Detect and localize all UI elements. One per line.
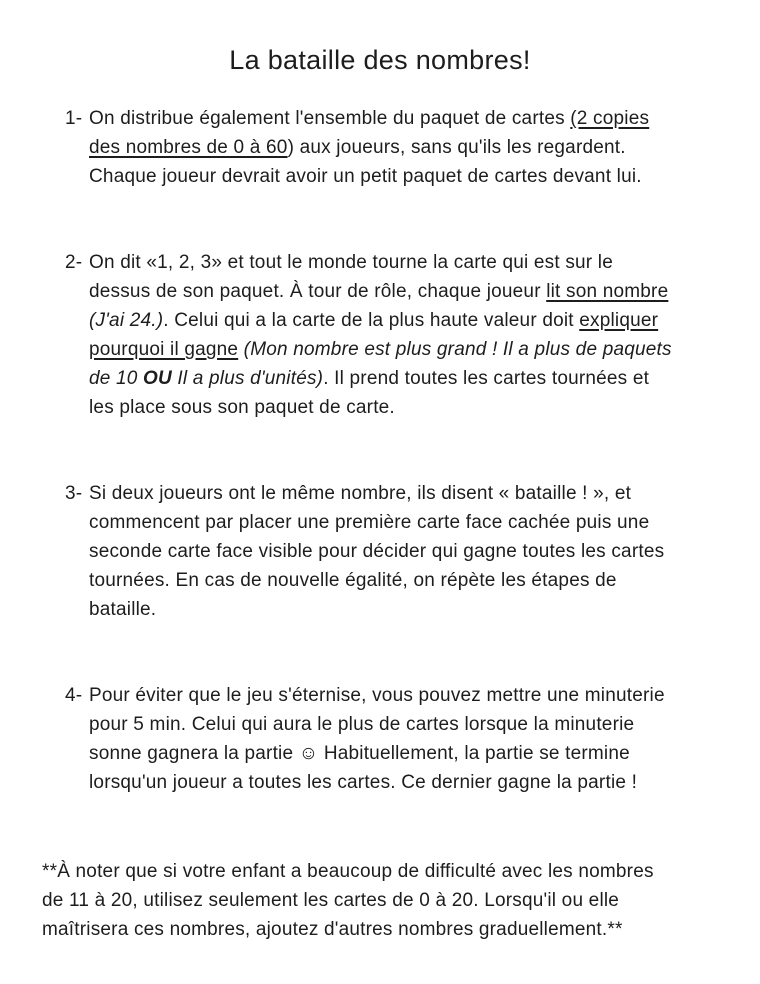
- text-line: [89, 566, 760, 595]
- text-line: [89, 104, 760, 133]
- text-run: commencent par placer une première carte face cachée puis une: [89, 512, 650, 533]
- item-number: 2-: [65, 252, 83, 273]
- text-run-u: expliquer: [579, 310, 659, 331]
- text-run: Chaque joueur devrait avoir un petit paquet de cartes devant lui.: [89, 166, 642, 187]
- text-line: [89, 595, 760, 624]
- text-run: bataille.: [89, 599, 157, 620]
- text-line: [89, 162, 760, 191]
- text-line: [89, 133, 760, 162]
- footnote: [42, 857, 760, 944]
- text-run: **À noter que si votre enfant a beaucoup de difficulté avec les nombres: [42, 861, 654, 882]
- text-run: pour 5 min. Celui qui aura le plus de cartes lorsque la minuterie: [89, 714, 635, 735]
- text-line: [89, 681, 760, 710]
- smiley-icon: ☺: [298, 743, 319, 764]
- instruction-item: [0, 248, 760, 422]
- text-run-u: lit son nombre: [546, 281, 669, 302]
- text-run: ) aux joueurs, sans qu'ils les regardent.: [287, 137, 626, 158]
- text-run: . Celui qui a la carte de la plus haute valeur doit: [163, 310, 580, 331]
- text-run: Si deux joueurs ont le même nombre, ils disent « bataille ! », et: [89, 483, 632, 504]
- text-line: [42, 857, 760, 886]
- text-run-i: Il a plus d'unités): [171, 368, 324, 389]
- text-run-u: (2 copies: [570, 108, 650, 129]
- text-run-bi: OU: [143, 368, 172, 389]
- text-line: [89, 710, 760, 739]
- text-run: seconde carte face visible pour décider qui gagne toutes les cartes: [89, 541, 665, 562]
- text-run-i: de 10: [89, 368, 144, 389]
- instruction-list: [0, 104, 760, 797]
- text-run: tournées. En cas de nouvelle égalité, on répète les étapes de: [89, 570, 617, 591]
- instruction-item: [0, 104, 760, 191]
- item-text: [89, 681, 760, 797]
- text-run: dessus de son paquet. À tour de rôle, chaque joueur: [89, 281, 547, 302]
- item-number: 1-: [65, 108, 83, 129]
- text-line: [89, 739, 760, 768]
- text-run-u: des nombres de 0 à 60: [89, 137, 288, 158]
- text-run-u: pourquoi il gagne: [89, 339, 239, 360]
- item-number: 4-: [65, 685, 83, 706]
- text-run-i: (J'ai 24.): [89, 310, 164, 331]
- text-run-i: (Mon nombre est plus grand ! Il a plus de paquets: [243, 339, 672, 360]
- text-run: de 11 à 20, utilisez seulement les cartes de 0 à 20. Lorsqu'il ou elle: [42, 890, 620, 911]
- instruction-item: [0, 479, 760, 624]
- text-run: sonne gagnera la partie: [89, 743, 299, 764]
- item-text: [89, 479, 760, 624]
- text-line: [89, 277, 760, 306]
- page-title: La bataille des nombres!: [229, 45, 531, 75]
- text-run: Habituellement, la partie se termine: [318, 743, 630, 764]
- text-line: [89, 479, 760, 508]
- item-text: [89, 248, 760, 422]
- text-line: [89, 248, 760, 277]
- text-run: lorsqu'un joueur a toutes les cartes. Ce dernier gagne la partie !: [89, 772, 638, 793]
- text-run: On dit «1, 2, 3» et tout le monde tourne la carte qui est sur le: [89, 252, 613, 273]
- text-run: . Il prend toutes les cartes tournées et: [323, 368, 650, 389]
- text-run: maîtrisera ces nombres, ajoutez d'autres nombres graduellement.**: [42, 919, 623, 940]
- text-line: [89, 306, 760, 335]
- instruction-item: [0, 681, 760, 797]
- text-line: [89, 537, 760, 566]
- text-line: [42, 915, 760, 944]
- text-run: On distribue également l'ensemble du paquet de cartes: [89, 108, 571, 129]
- text-line: [89, 768, 760, 797]
- text-line: [89, 364, 760, 393]
- item-text: [89, 104, 760, 191]
- text-line: [89, 393, 760, 422]
- text-run: Pour éviter que le jeu s'éternise, vous pouvez mettre une minuterie: [89, 685, 665, 706]
- text-line: [42, 886, 760, 915]
- text-line: [89, 508, 760, 537]
- item-number: 3-: [65, 483, 83, 504]
- text-line: [89, 335, 760, 364]
- text-run: les place sous son paquet de carte.: [89, 397, 395, 418]
